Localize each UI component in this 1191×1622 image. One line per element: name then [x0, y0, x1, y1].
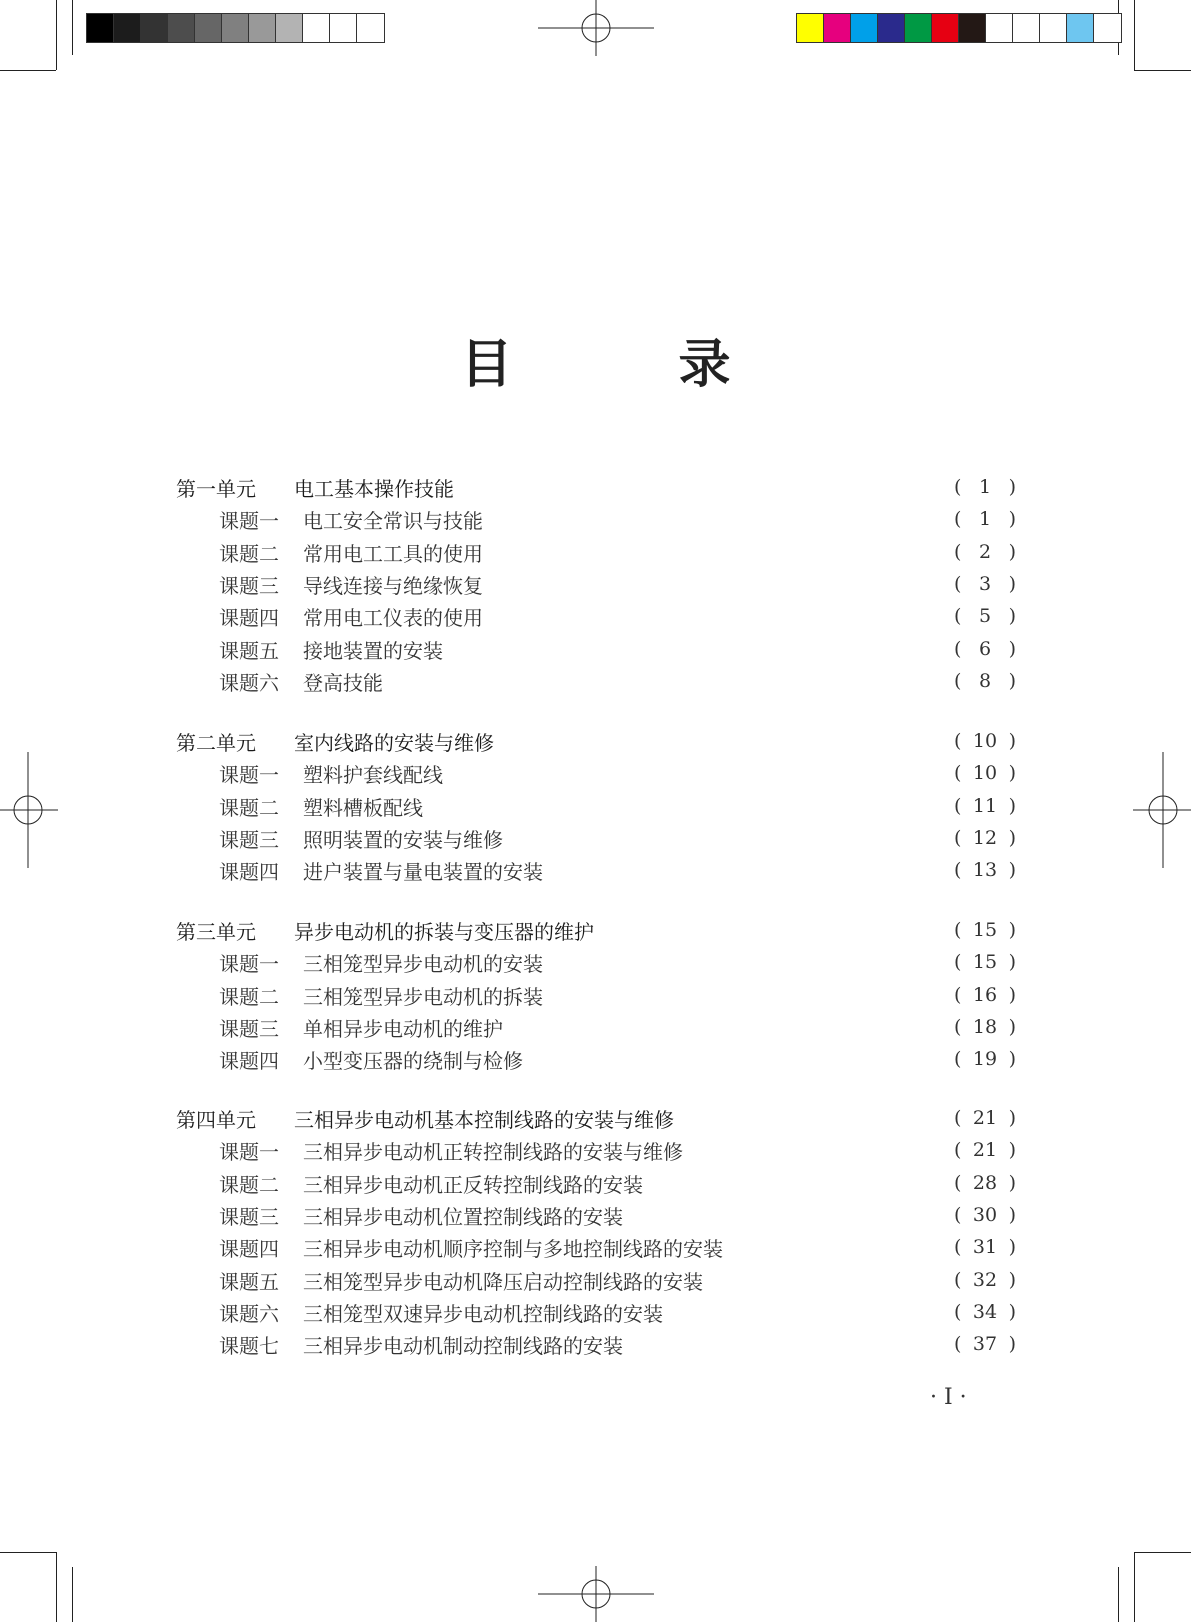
dot-leader: [551, 980, 948, 1010]
toc-lesson-entry[interactable]: [176, 823, 1016, 853]
toc-page-ref: [954, 1333, 1016, 1355]
paren-open: (: [954, 1139, 962, 1161]
paren-open: (: [954, 638, 962, 660]
toc-page-number: 11: [972, 795, 998, 817]
toc-page-number: 3: [978, 573, 992, 595]
dot-leader: [631, 1200, 948, 1230]
toc-page-ref: [954, 1236, 1016, 1258]
toc-page-ref: [954, 1048, 1016, 1070]
dot-leader: [551, 855, 948, 885]
paren-open: (: [954, 1333, 962, 1355]
paren-open: (: [954, 541, 962, 563]
dot-leader: [671, 1297, 948, 1327]
toc-unit-entry[interactable]: [176, 726, 1016, 756]
paren-close: ): [1008, 1107, 1016, 1129]
toc-page-ref: [954, 1204, 1016, 1226]
toc-entry-text: 电工安全常识与技能: [303, 508, 483, 533]
toc-entry-title: [176, 1104, 674, 1133]
toc-entry-text: 异步电动机的拆装与变压器的维护: [294, 919, 594, 944]
paren-close: ): [1008, 859, 1016, 881]
toc-page-ref: [954, 541, 1016, 563]
dot-leader: [491, 537, 948, 567]
paren-open: (: [954, 1172, 962, 1194]
toc-entry-number: 课题二: [219, 541, 279, 566]
dot-leader: [502, 726, 948, 756]
toc-entry-text: 三相异步电动机基本控制线路的安装与维修: [294, 1107, 674, 1132]
toc-entry-title: [176, 1201, 623, 1230]
toc-entry-text: 三相异步电动机顺序控制与多地控制线路的安装: [303, 1236, 723, 1261]
toc-entry-number: 课题一: [219, 951, 279, 976]
paren-close: ): [1008, 984, 1016, 1006]
paren-open: (: [954, 1236, 962, 1258]
dot-leader: [462, 472, 948, 502]
toc-page-ref: [954, 638, 1016, 660]
toc-entry-text: 三相异步电动机制动控制线路的安装: [303, 1333, 623, 1358]
toc-page-ref: [954, 859, 1016, 881]
paren-open: (: [954, 1269, 962, 1291]
toc-entry-text: 小型变压器的绕制与检修: [303, 1048, 523, 1073]
toc-lesson-entry[interactable]: [176, 1329, 1016, 1359]
toc-entry-text: 三相笼型异步电动机的拆装: [303, 984, 543, 1009]
toc-entry-title: [176, 981, 543, 1010]
toc-page-ref: [954, 984, 1016, 1006]
paren-open: (: [954, 984, 962, 1006]
toc-entry-text: 常用电工工具的使用: [303, 541, 483, 566]
toc-entry-number: 课题四: [219, 859, 279, 884]
paren-open: (: [954, 859, 962, 881]
paren-close: ): [1008, 541, 1016, 563]
toc-entry-title: [176, 856, 543, 885]
toc-unit-entry[interactable]: [176, 472, 1016, 502]
toc-entry-number: 课题一: [219, 1139, 279, 1164]
toc-entry-number: 课题六: [219, 1301, 279, 1326]
dot-leader: [451, 758, 948, 788]
toc-page-ref: [954, 1139, 1016, 1161]
toc-page-number: 28: [972, 1172, 998, 1194]
paren-open: (: [954, 795, 962, 817]
toc-entry-text: 塑料槽板配线: [303, 795, 423, 820]
paren-close: ): [1008, 670, 1016, 692]
toc-page-number: 2: [978, 541, 992, 563]
dot-leader: [531, 1044, 948, 1074]
toc-page-number: 34: [972, 1301, 998, 1323]
dot-leader: [511, 823, 948, 853]
toc-entry-title: [176, 1136, 683, 1165]
toc-entry-title: [176, 602, 483, 631]
toc-entry-number: 第二单元: [176, 730, 256, 755]
dot-leader: [651, 1168, 948, 1198]
toc-lesson-entry[interactable]: [176, 980, 1016, 1010]
paren-open: (: [954, 919, 962, 941]
toc-lesson-entry[interactable]: [176, 569, 1016, 599]
dot-leader: [511, 1012, 948, 1042]
toc-page-ref: [954, 605, 1016, 627]
page-title: 目 录: [460, 335, 805, 395]
toc-page-number: 10: [972, 730, 998, 752]
dot-leader: [491, 504, 948, 534]
paren-close: ): [1008, 605, 1016, 627]
toc-entry-text: 电工基本操作技能: [294, 476, 454, 501]
dot-leader: [731, 1232, 948, 1262]
toc-lesson-entry[interactable]: [176, 855, 1016, 885]
toc-entry-number: 第一单元: [176, 476, 256, 501]
toc-page-number: 16: [972, 984, 998, 1006]
toc-entry-title: [176, 505, 483, 534]
toc-lesson-entry[interactable]: [176, 666, 1016, 696]
toc-page-number: 12: [972, 827, 998, 849]
paren-open: (: [954, 605, 962, 627]
toc-entry-text: 三相笼型异步电动机的安装: [303, 951, 543, 976]
toc-lesson-entry[interactable]: [176, 537, 1016, 567]
toc-lesson-entry[interactable]: [176, 1232, 1016, 1262]
paren-close: ): [1008, 638, 1016, 660]
toc-page-number: 8: [978, 670, 992, 692]
paren-open: (: [954, 1204, 962, 1226]
toc-entry-title: [176, 1266, 703, 1295]
toc-entry-text: 三相笼型双速异步电动机控制线路的安装: [303, 1301, 663, 1326]
paren-open: (: [954, 1107, 962, 1129]
toc-entry-number: 课题一: [219, 508, 279, 533]
toc-entry-text: 三相笼型异步电动机降压启动控制线路的安装: [303, 1269, 703, 1294]
toc-lesson-entry[interactable]: [176, 1044, 1016, 1074]
toc-page-number: 6: [978, 638, 992, 660]
paren-open: (: [954, 762, 962, 784]
toc-entry-number: 课题四: [219, 605, 279, 630]
toc-entry-title: [176, 570, 483, 599]
toc-lesson-entry[interactable]: [176, 634, 1016, 664]
paren-close: ): [1008, 1236, 1016, 1258]
toc-entry-number: 课题六: [219, 670, 279, 695]
toc-page-number: 18: [972, 1016, 998, 1038]
toc-page-ref: [954, 1016, 1016, 1038]
page-number: · I ·: [930, 1385, 967, 1410]
toc-entry-text: 三相异步电动机正转控制线路的安装与维修: [303, 1139, 683, 1164]
toc-entry-number: 第四单元: [176, 1107, 256, 1132]
dot-leader: [551, 947, 948, 977]
toc-entry-number: 课题三: [219, 1204, 279, 1229]
paren-close: ): [1008, 1333, 1016, 1355]
paren-close: ): [1008, 1269, 1016, 1291]
toc-lesson-entry[interactable]: [176, 1012, 1016, 1042]
toc-entry-text: 单相异步电动机的维护: [303, 1016, 503, 1041]
toc-entry-title: [176, 1298, 663, 1327]
dot-leader: [431, 791, 948, 821]
paren-close: ): [1008, 508, 1016, 530]
paren-close: ): [1008, 1172, 1016, 1194]
toc-page-number: 10: [972, 762, 998, 784]
toc-page-number: 1: [978, 508, 992, 530]
dot-leader: [711, 1265, 948, 1295]
toc-entry-title: [176, 759, 443, 788]
toc-entry-text: 照明装置的安装与维修: [303, 827, 503, 852]
paren-open: (: [954, 951, 962, 973]
toc-entry-title: [176, 1233, 723, 1262]
toc-page-ref: [954, 951, 1016, 973]
toc-unit-entry[interactable]: [176, 1103, 1016, 1133]
dot-leader: [491, 569, 948, 599]
toc-entry-title: [176, 1169, 643, 1198]
toc-lesson-entry[interactable]: [176, 1265, 1016, 1295]
toc-entry-number: 课题四: [219, 1048, 279, 1073]
dot-leader: [602, 915, 948, 945]
paren-close: ): [1008, 795, 1016, 817]
toc-entry-title: [176, 948, 543, 977]
paren-close: ): [1008, 762, 1016, 784]
toc-entry-text: 进户装置与量电装置的安装: [303, 859, 543, 884]
toc-entry-number: 课题七: [219, 1333, 279, 1358]
toc-page-number: 13: [972, 859, 998, 881]
toc-page-ref: [954, 1107, 1016, 1129]
toc-entry-text: 室内线路的安装与维修: [294, 730, 494, 755]
paren-close: ): [1008, 573, 1016, 595]
toc-page-ref: [954, 730, 1016, 752]
toc-entry-number: 课题五: [219, 638, 279, 663]
toc-page-ref: [954, 1269, 1016, 1291]
toc-page-ref: [954, 827, 1016, 849]
toc-page-ref: [954, 670, 1016, 692]
toc-entry-title: [176, 824, 503, 853]
toc-page-number: 1: [978, 476, 992, 498]
paren-close: ): [1008, 919, 1016, 941]
toc-entry-title: [176, 667, 383, 696]
toc-lesson-entry[interactable]: [176, 947, 1016, 977]
paren-open: (: [954, 670, 962, 692]
toc-unit-entry[interactable]: [176, 915, 1016, 945]
toc-page-ref: [954, 795, 1016, 817]
toc-entry-number: 课题三: [219, 573, 279, 598]
dot-leader: [391, 666, 948, 696]
toc-entry-text: 常用电工仪表的使用: [303, 605, 483, 630]
toc-lesson-entry[interactable]: [176, 1200, 1016, 1230]
toc-entry-title: [176, 538, 483, 567]
toc-page-number: 21: [972, 1107, 998, 1129]
toc-entry-number: 课题三: [219, 1016, 279, 1041]
toc-entry-title: [176, 1045, 523, 1074]
toc-lesson-entry[interactable]: [176, 601, 1016, 631]
toc-entry-number: 课题二: [219, 795, 279, 820]
paren-close: ): [1008, 951, 1016, 973]
dot-leader: [682, 1103, 948, 1133]
paren-open: (: [954, 476, 962, 498]
paren-open: (: [954, 730, 962, 752]
toc-page-ref: [954, 919, 1016, 941]
paren-close: ): [1008, 476, 1016, 498]
toc-entry-title: [176, 727, 494, 756]
paren-close: ): [1008, 827, 1016, 849]
toc-entry-title: [176, 473, 454, 502]
toc-entry-title: [176, 916, 594, 945]
toc-page-number: 37: [972, 1333, 998, 1355]
toc-page-ref: [954, 1172, 1016, 1194]
toc-page-number: 19: [972, 1048, 998, 1070]
paren-close: ): [1008, 1048, 1016, 1070]
paren-open: (: [954, 827, 962, 849]
toc-entry-title: [176, 635, 443, 664]
toc-page-number: 15: [972, 919, 998, 941]
paren-close: ): [1008, 1204, 1016, 1226]
toc-entry-text: 登高技能: [303, 670, 383, 695]
toc-lesson-entry[interactable]: [176, 1135, 1016, 1165]
paren-open: (: [954, 1301, 962, 1323]
toc-lesson-entry[interactable]: [176, 1168, 1016, 1198]
toc-page-number: 32: [972, 1269, 998, 1291]
toc-page-number: 30: [972, 1204, 998, 1226]
toc-entry-text: 三相异步电动机位置控制线路的安装: [303, 1204, 623, 1229]
toc-page-ref: [954, 508, 1016, 530]
paren-close: ): [1008, 730, 1016, 752]
toc-entry-title: [176, 792, 423, 821]
dot-leader: [631, 1329, 948, 1359]
paren-open: (: [954, 1048, 962, 1070]
toc-entry-number: 课题一: [219, 762, 279, 787]
dot-leader: [451, 634, 948, 664]
paren-close: ): [1008, 1301, 1016, 1323]
toc-entry-number: 课题二: [219, 984, 279, 1009]
toc-page-ref: [954, 1301, 1016, 1323]
paren-close: ): [1008, 1139, 1016, 1161]
toc-lesson-entry[interactable]: [176, 1297, 1016, 1327]
toc-entry-number: 第三单元: [176, 919, 256, 944]
toc-entry-number: 课题四: [219, 1236, 279, 1261]
toc-page-ref: [954, 476, 1016, 498]
toc-page-ref: [954, 573, 1016, 595]
paren-open: (: [954, 508, 962, 530]
toc-entry-number: 课题三: [219, 827, 279, 852]
toc-page-ref: [954, 762, 1016, 784]
dot-leader: [691, 1135, 948, 1165]
toc-page-number: 15: [972, 951, 998, 973]
toc-page-number: 31: [972, 1236, 998, 1258]
toc-entry-number: 课题二: [219, 1172, 279, 1197]
toc-lesson-entry[interactable]: [176, 791, 1016, 821]
toc-entry-text: 三相异步电动机正反转控制线路的安装: [303, 1172, 643, 1197]
toc-page-number: 21: [972, 1139, 998, 1161]
dot-leader: [491, 601, 948, 631]
toc-entry-text: 接地装置的安装: [303, 638, 443, 663]
toc-entry-number: 课题五: [219, 1269, 279, 1294]
paren-open: (: [954, 1016, 962, 1038]
toc-entry-text: 塑料护套线配线: [303, 762, 443, 787]
toc-entry-text: 导线连接与绝缘恢复: [303, 573, 483, 598]
toc-entry-title: [176, 1013, 503, 1042]
paren-open: (: [954, 573, 962, 595]
toc-lesson-entry[interactable]: [176, 504, 1016, 534]
toc-page-number: 5: [978, 605, 992, 627]
paren-close: ): [1008, 1016, 1016, 1038]
toc-lesson-entry[interactable]: [176, 758, 1016, 788]
toc-entry-title: [176, 1330, 623, 1359]
